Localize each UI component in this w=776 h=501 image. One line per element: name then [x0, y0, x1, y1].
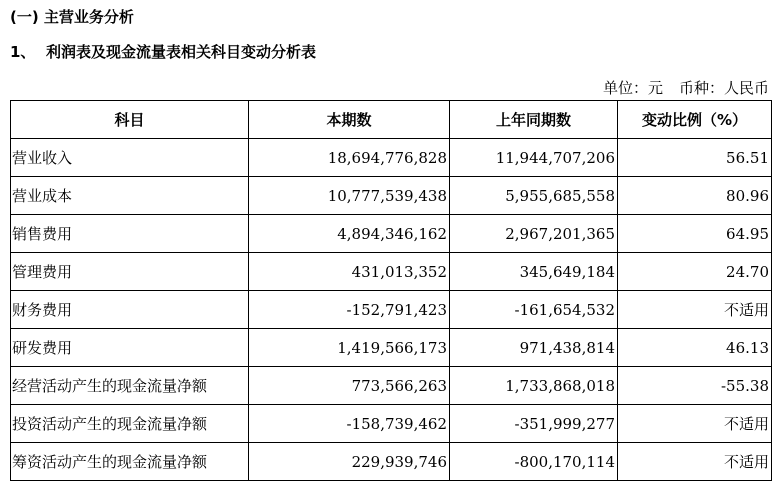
- row-change: 80.96: [618, 177, 772, 215]
- row-item: 营业收入: [11, 139, 249, 177]
- subsection-title: 利润表及现金流量表相关科目变动分析表: [46, 43, 317, 61]
- table-row: [11, 139, 772, 177]
- table-row: [11, 177, 772, 215]
- table-header-row: [11, 101, 772, 139]
- table-row: [11, 405, 772, 443]
- row-current: 773,566,263: [249, 367, 450, 405]
- row-prior: 971,438,814: [450, 329, 618, 367]
- unit-currency-line: [603, 78, 769, 98]
- table-row: [11, 291, 772, 329]
- header-current-period: 本期数: [249, 101, 450, 139]
- row-prior: 345,649,184: [450, 253, 618, 291]
- row-change: 46.13: [618, 329, 772, 367]
- table-row: [11, 215, 772, 253]
- row-current: 1,419,566,173: [249, 329, 450, 367]
- row-change: 不适用: [618, 291, 772, 329]
- row-item: 管理费用: [11, 253, 249, 291]
- table-row: [11, 443, 772, 481]
- unit-label: 单位：元: [602, 79, 663, 97]
- row-item: 营业成本: [11, 177, 249, 215]
- row-change: 不适用: [618, 443, 772, 481]
- row-current: 10,777,539,438: [249, 177, 450, 215]
- subsection-heading: [10, 42, 316, 62]
- row-item: 销售费用: [11, 215, 249, 253]
- currency-label: 币种：人民币: [678, 79, 769, 97]
- row-change: 24.70: [618, 253, 772, 291]
- header-prior-period: 上年同期数: [450, 101, 618, 139]
- header-item: 科目: [11, 101, 249, 139]
- row-item: 投资活动产生的现金流量净额: [11, 405, 249, 443]
- row-current: 431,013,352: [249, 253, 450, 291]
- row-change: -55.38: [618, 367, 772, 405]
- row-prior: -351,999,277: [450, 405, 618, 443]
- row-change: 64.95: [618, 215, 772, 253]
- row-current: 229,939,746: [249, 443, 450, 481]
- table-row: [11, 329, 772, 367]
- row-prior: -161,654,532: [450, 291, 618, 329]
- subsection-number: 1、: [10, 43, 36, 61]
- row-change: 56.51: [618, 139, 772, 177]
- row-prior: 11,944,707,206: [450, 139, 618, 177]
- row-prior: 5,955,685,558: [450, 177, 618, 215]
- row-item: 财务费用: [11, 291, 249, 329]
- financial-analysis-table: [10, 100, 772, 481]
- row-prior: 1,733,868,018: [450, 367, 618, 405]
- row-current: 18,694,776,828: [249, 139, 450, 177]
- row-prior: 2,967,201,365: [450, 215, 618, 253]
- row-item: 研发费用: [11, 329, 249, 367]
- row-current: 4,894,346,162: [249, 215, 450, 253]
- row-prior: -800,170,114: [450, 443, 618, 481]
- row-item: 筹资活动产生的现金流量净额: [11, 443, 249, 481]
- table-row: [11, 367, 772, 405]
- row-item: 经营活动产生的现金流量净额: [11, 367, 249, 405]
- section-heading: (一) 主营业务分析: [10, 8, 134, 26]
- table-row: [11, 253, 772, 291]
- row-current: -152,791,423: [249, 291, 450, 329]
- row-change: 不适用: [618, 405, 772, 443]
- row-current: -158,739,462: [249, 405, 450, 443]
- header-change-ratio: 变动比例（%）: [618, 101, 772, 139]
